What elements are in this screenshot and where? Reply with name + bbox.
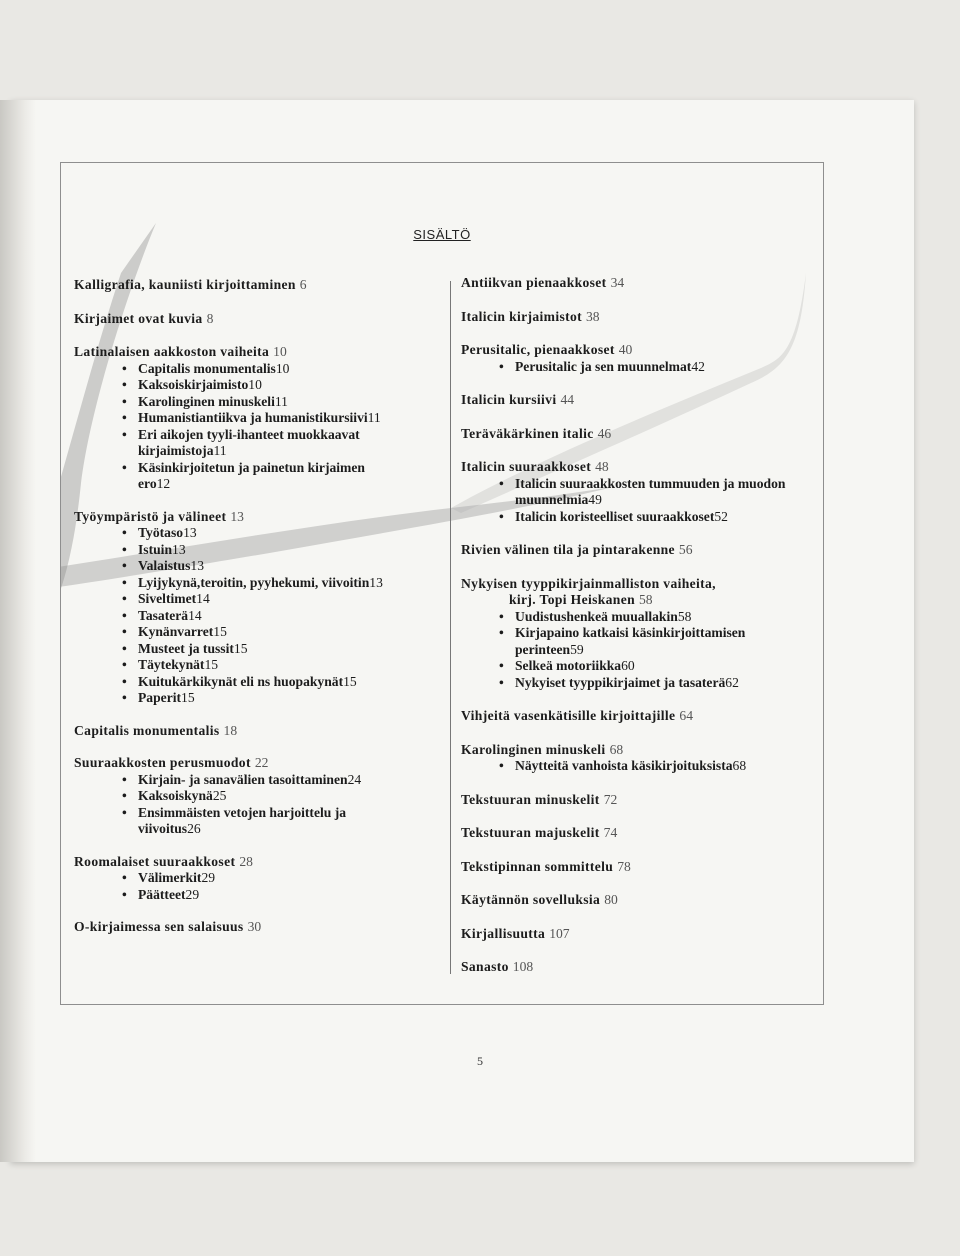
bullet-icon: • [122,574,127,590]
toc-subentry[interactable] [122,870,444,887]
toc-subentry-title: Näytteitä vanhoista käsikirjoituksista [515,758,733,773]
toc-subentry[interactable] [122,393,444,411]
toc-entry-title: Rivien välinen tila ja pintarakenne [461,542,675,557]
toc-entry[interactable] [461,392,816,409]
toc-subentry-page: 29 [201,870,216,885]
toc-subentry-page: 11 [213,443,227,458]
toc-subentry-page: 49 [588,492,602,507]
toc-entry-title: Italicin suuraakkoset [461,459,592,474]
page-title: SISÄLTÖ [413,227,471,242]
toc-subentry-page: 60 [621,658,635,673]
toc-entry-page: 30 [247,919,262,934]
toc-subentry-page: 13 [369,574,383,590]
toc-subentry-page: 15 [343,673,357,689]
toc-entry-title: Kirjallisuutta [461,925,546,941]
toc-subentry[interactable] [122,377,444,394]
toc-entry-page: 46 [597,425,612,441]
toc-entry-title: Tekstuuran minuskelit [461,791,600,807]
toc-subentry-page: 15 [213,624,227,639]
toc-subentry-page: 11 [274,393,288,409]
toc-entry[interactable] [74,723,444,740]
toc-entry-page: 18 [223,722,238,738]
toc-subentry-title: Capitalis monumentalis [138,360,276,376]
bullet-icon: • [122,870,127,885]
toc-subentry-title: Työtaso [138,525,184,540]
toc-subentry[interactable] [122,624,444,641]
toc-subentry-title: Karolinginen minuskeli [138,393,275,409]
toc-subentry-title: Italicin suuraakkosten tummuuden ja muodon muunnelmia [515,475,786,507]
toc-entry-page: 8 [206,310,214,326]
toc-entry[interactable] [461,742,816,759]
toc-entry[interactable] [74,311,444,328]
toc-subentry-page: 11 [367,410,381,425]
toc-subentry[interactable] [499,658,816,675]
toc-subentry-title: Kynänvarret [138,624,214,639]
toc-subentry-title: Tasaterä [138,607,189,623]
toc-subentry-title: Lyijykynä,teroitin, pyyhekumi, viivoitin [138,574,370,590]
toc-subentry-page: 68 [732,758,747,773]
toc-subentry[interactable] [122,788,444,805]
toc-subentry[interactable] [122,804,403,838]
bullet-icon: • [122,591,127,606]
bullet-icon: • [122,788,127,803]
toc-subentry-title: Siveltimet [138,591,197,606]
bullet-icon: • [499,475,504,491]
bullet-icon: • [122,624,127,639]
toc-subentry[interactable] [122,525,444,542]
bullet-icon: • [122,410,127,425]
bullet-icon: • [122,804,127,820]
toc-subentry-title: Paperit [138,690,182,705]
toc-entry[interactable] [461,859,816,876]
toc-entry-page: 48 [595,459,609,474]
toc-subentry-title: Ensimmäisten vetojen harjoittelu ja viivoitus [138,804,347,836]
toc-entry[interactable] [461,426,816,443]
toc-entry-page: 44 [560,392,575,407]
toc-subentry[interactable] [499,508,816,526]
bullet-icon: • [499,674,504,690]
toc-entry-title: Vihjeitä vasenkätisille kirjoittajille [461,708,676,723]
toc-subentry-page: 15 [204,657,219,672]
toc-subentry[interactable] [499,608,816,626]
toc-subentry-page: 25 [212,788,227,803]
toc-entry[interactable] [461,275,816,292]
toc-subentry[interactable] [122,426,418,460]
toc-subentry-page: 58 [677,608,692,624]
toc-entry[interactable] [461,926,816,943]
page-number: 5 [477,1054,483,1068]
toc-left-column [74,271,444,936]
toc-subentry-page: 62 [725,674,739,690]
toc-subentry-title: Kuitukärkikynät eli ns huopakynät [138,673,344,689]
bullet-icon: • [122,426,127,442]
toc-entry-title: Capitalis monumentalis [74,722,220,738]
toc-subentry-page: 42 [691,358,705,374]
toc-subentry-title: Kirjain- ja sanavälien tasoittaminen [138,771,348,787]
toc-subentry-title: Italicin koristeelliset suuraakkoset [515,508,715,524]
toc-entry[interactable] [74,277,444,294]
toc-subentry[interactable] [122,690,444,707]
toc-entry-page: 22 [254,755,269,770]
bullet-icon: • [122,541,127,557]
toc-subentry[interactable] [122,541,444,559]
toc-entry[interactable] [461,825,816,842]
toc-entry-page: 28 [239,853,253,869]
toc-subentry-page: 52 [714,508,728,524]
toc-entry-page: 78 [617,858,631,874]
toc-subentry[interactable] [499,475,795,509]
toc-subentry-title: Selkeä motoriikka [515,658,622,673]
bullet-icon: • [499,758,504,773]
toc-subentry-title: Valaistus [138,558,191,573]
toc-entry-title: Perusitalic, pienaakkoset [461,342,615,357]
toc-subentry-title: Kaksoiskirjaimisto [138,377,249,392]
toc-entry-title: Nykyisen tyyppikirjainmalliston vaiheita, [461,575,716,591]
toc-entry-title-line2: kirj. Topi Heiskanen [509,592,635,607]
toc-subentry[interactable] [499,758,816,775]
bullet-icon: • [499,625,504,640]
toc-entry[interactable] [461,459,816,476]
toc-entry-title: Kalligrafia, kauniisti kirjoittaminen [74,277,296,292]
toc-subentry-title: Kaksoiskynä [138,788,213,803]
bullet-icon: • [122,886,127,902]
toc-entry-page: 40 [618,342,633,357]
toc-entry-page: 74 [603,825,618,840]
bullet-icon: • [122,393,127,409]
bullet-icon: • [499,358,504,374]
toc-subentry[interactable] [122,657,444,674]
toc-subentry-title: Humanistiantiikva ja humanistikursiivi [138,410,368,425]
toc-subentry-page: 13 [190,558,204,573]
toc-subentry-title: Käsinkirjoitetun ja painetun kirjaimen ero [138,459,365,491]
toc-subentry-title: Välimerkit [138,870,202,885]
toc-subentry[interactable] [122,771,444,789]
toc-entry[interactable] [461,708,816,725]
bullet-icon: • [499,508,504,524]
bullet-icon: • [122,690,127,705]
bullet-icon: • [122,558,127,573]
toc-subentry[interactable] [122,591,444,608]
toc-subentry-page: 24 [347,771,362,787]
toc-subentry-title: Nykyiset tyyppikirjaimet ja tasaterä [515,674,726,690]
toc-subentry[interactable] [122,459,368,493]
toc-entry[interactable] [461,959,816,976]
toc-entry[interactable] [461,542,816,559]
toc-entry[interactable] [74,755,444,772]
toc-subentry-page: 59 [570,641,584,657]
toc-subentry-page: 14 [196,591,210,606]
bullet-icon: • [122,657,127,672]
toc-subentry-page: 12 [156,476,171,491]
toc-subentry[interactable] [122,886,444,904]
bullet-icon: • [122,640,127,656]
toc-entry-page: 10 [273,344,287,359]
toc-entry-title: Antiikvan pienaakkoset [461,275,607,290]
toc-entry[interactable] [74,919,444,936]
toc-entry-page: 64 [679,708,694,723]
toc-entry[interactable] [461,576,816,593]
toc-entry-continuation[interactable] [509,592,816,609]
book-binding-shadow [0,100,36,1162]
bullet-icon: • [122,459,127,475]
toc-subentry-page: 26 [187,821,201,836]
toc-subentry[interactable] [499,674,816,692]
bullet-icon: • [122,360,127,376]
toc-entry-page: 68 [609,741,624,757]
toc-entry-title: Italicin kursiivi [461,392,557,407]
toc-entry-page: 56 [678,542,693,557]
toc-subentry-page: 13 [172,541,186,557]
toc-entry-title: Roomalaiset suuraakkoset [74,853,236,869]
column-divider [450,281,451,974]
bullet-icon: • [499,608,504,624]
toc-entry-page: 38 [586,308,600,324]
toc-subentry[interactable] [122,673,444,691]
toc-entry-title: Kirjaimet ovat kuvia [74,310,203,326]
toc-entry-page: 58 [638,592,653,607]
toc-subentry-page: 10 [248,377,262,392]
toc-entry-page: 107 [549,925,570,941]
toc-subentry[interactable] [122,410,444,427]
toc-entry-title: Suuraakkosten perusmuodot [74,755,251,770]
toc-subentry[interactable] [122,640,444,658]
toc-entry[interactable] [74,854,444,871]
toc-entry-title: Teräväkärkinen italic [461,425,594,441]
toc-entry-title: Tekstuuran majuskelit [461,825,600,840]
toc-entry-title: Italicin kirjaimistot [461,308,582,324]
toc-subentry-title: Eri aikojen tyyli-ihanteet muokkaavat kirjaimistoja [138,426,360,458]
toc-subentry-page: 15 [181,690,195,705]
toc-subentry-title: Perusitalic ja sen muunnelmat [515,358,692,374]
toc-entry-title: Käytännön sovelluksia [461,892,601,907]
toc-entry-title: Työympäristö ja välineet [74,508,227,524]
toc-subentry-title: Päätteet [138,886,186,902]
toc-subentry-title: Uudistushenkeä muuallakin [515,608,678,624]
toc-entry-page: 34 [610,275,625,290]
toc-entry-title: O-kirjaimessa sen salaisuus [74,919,244,934]
toc-subentry-page: 13 [183,525,197,540]
toc-entry-page: 13 [230,508,244,524]
toc-entry-title: Sanasto [461,959,509,974]
bullet-icon: • [122,525,127,540]
bullet-icon: • [122,377,127,392]
toc-subentry[interactable] [122,558,444,575]
toc-entry-page: 108 [512,959,534,974]
toc-entry-title: Karolinginen minuskeli [461,741,606,757]
toc-subentry[interactable] [122,360,444,378]
toc-entry[interactable] [461,309,816,326]
toc-entry-title: Latinalaisen aakkoston vaiheita [74,344,270,359]
toc-subentry-page: 15 [233,640,248,656]
toc-subentry-title: Musteet ja tussit [138,640,234,656]
bullet-icon: • [499,658,504,673]
toc-subentry[interactable] [122,574,444,592]
toc-subentry-title: Kirjapaino katkaisi käsinkirjoittamisen perinteen [515,625,746,657]
toc-entry-page: 6 [299,277,307,292]
bullet-icon: • [122,673,127,689]
bullet-icon: • [122,771,127,787]
toc-entry-page: 80 [604,892,618,907]
toc-entry[interactable] [74,509,444,526]
toc-entry[interactable] [461,892,816,909]
toc-right-column [461,271,816,976]
toc-entry[interactable] [461,792,816,809]
bullet-icon: • [122,607,127,623]
toc-subentry-title: Täytekynät [138,657,205,672]
toc-subentry-title: Istuin [138,541,173,557]
toc-subentry-page: 10 [275,360,290,376]
toc-entry[interactable] [74,344,444,361]
toc-subentry[interactable] [122,607,444,625]
toc-entry[interactable] [461,342,816,359]
toc-subentry[interactable] [499,625,800,658]
toc-subentry-page: 14 [188,607,202,623]
toc-entry-page: 72 [603,791,618,807]
toc-entry-title: Tekstipinnan sommittelu [461,858,614,874]
contents-frame [60,162,824,1005]
toc-subentry-page: 29 [185,886,200,902]
toc-subentry[interactable] [499,358,816,376]
